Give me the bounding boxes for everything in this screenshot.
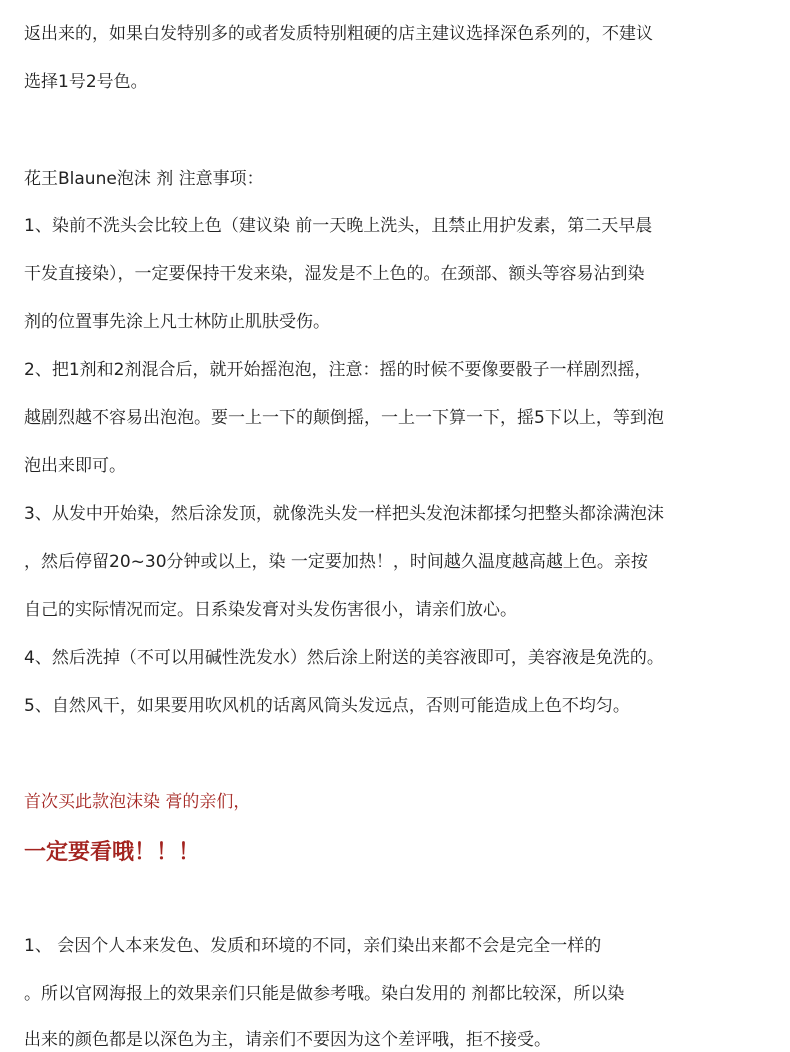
note-line: 泡出来即可。: [24, 456, 126, 476]
note-line: 1、染前不洗头会比较上色（建议染 前一天晚上洗头，且禁止用护发素，第二天早晨: [24, 216, 653, 236]
tip-line-3: 出来的颜色都是以深色为主，请亲们不要因为这个差评哦，拒不接受。: [24, 1030, 551, 1050]
note-line: 5、自然风干，如果要用吹风机的话离风筒头发远点，否则可能造成上色不均匀。: [24, 696, 630, 716]
tip-line-1: 1、 会因个人本来发色、发质和环境的不同，亲们染出来都不会是完全一样的: [24, 936, 602, 956]
note-line: 越剧烈越不容易出泡泡。要一上一下的颠倒摇，一上一下算一下，摇5下以上，等到泡: [24, 408, 664, 428]
warning-line-1: 首次买此款泡沫染 膏的亲们，: [24, 792, 251, 812]
note-line: 干发直接染），一定要保持干发来染，湿发是不上色的。在颈部、额头等容易沾到染: [24, 264, 645, 284]
note-line: 4、然后洗掉（不可以用碱性洗发水）然后涂上附送的美容液即可，美容液是免洗的。: [24, 648, 664, 668]
note-line: 剂的位置事先涂上凡士林防止肌肤受伤。: [24, 312, 330, 332]
note-line: 自己的实际情况而定。日系染发膏对头发伤害很小，请亲们放心。: [24, 600, 517, 620]
note-line: 2、把1剂和2剂混合后，就开始摇泡泡，注意：摇的时候不要像要骰子一样剧烈摇，: [24, 360, 652, 380]
notes-heading: 花王Blaune泡沫 剂 注意事项：: [24, 169, 264, 189]
note-line: ，然后停留20~30分钟或以上，染 一定要加热！，时间越久温度越高越上色。亲按: [24, 552, 648, 572]
note-line: 3、从发中开始染，然后涂发顶，就像洗头发一样把头发泡沫都揉匀把整头都涂满泡沫: [24, 504, 664, 524]
intro-line-1: 返出来的，如果白发特别多的或者发质特别粗硬的店主建议选择深色系列的，不建议: [24, 24, 653, 44]
tip-line-2: 。所以官网海报上的效果亲们只能是做参考哦。染白发用的 剂都比较深，所以染: [24, 984, 625, 1004]
warning-heading: 一定要看哦！！！: [24, 840, 201, 865]
intro-line-2: 选择1号2号色。: [24, 72, 148, 92]
